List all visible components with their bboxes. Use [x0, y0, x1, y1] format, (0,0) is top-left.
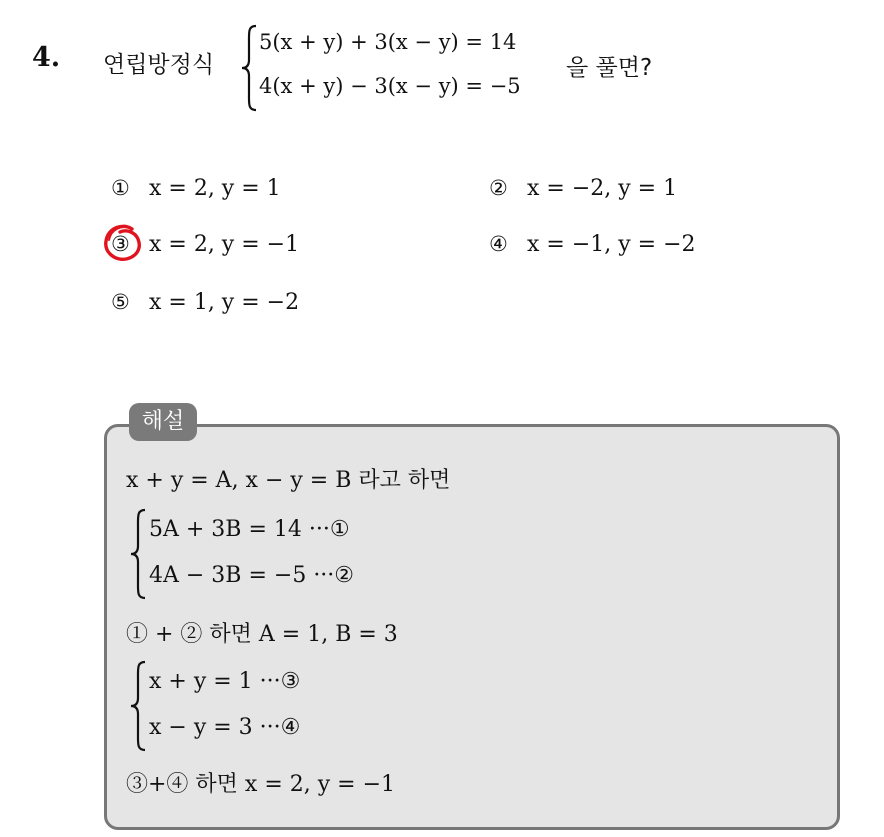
solution-line-2: ① + ② 하면 A = 1, B = 3: [126, 622, 398, 647]
solution-line-1: x + y = A, x − y = B 라고 하면: [126, 468, 451, 493]
question-suffix: 을 풀면?: [566, 55, 653, 81]
selected-answer-circle-icon: [102, 223, 144, 263]
choice-4-text: x = −1, y = −2: [527, 232, 696, 257]
question-label: 연립방정식: [103, 52, 215, 78]
solution-brace-2: [129, 660, 147, 752]
choice-4-mark: ④: [489, 232, 508, 256]
choice-4[interactable]: [489, 232, 696, 257]
choice-1[interactable]: [111, 176, 281, 201]
choice-1-text: x = 2, y = 1: [149, 176, 281, 201]
system-equation-1: 5(x + y) + 3(x − y) = 14: [259, 30, 517, 54]
solution-system-2-eq-2: x − y = 3 ···④: [149, 715, 301, 740]
choice-5[interactable]: [111, 290, 299, 315]
choice-5-mark: ⑤: [111, 290, 130, 314]
choice-3-text: x = 2, y = −1: [149, 232, 300, 257]
choice-5-text: x = 1, y = −2: [149, 290, 300, 315]
solution-system-2-eq-1: x + y = 1 ···③: [149, 669, 301, 694]
solution-system-1-eq-2: 4A − 3B = −5 ···②: [149, 563, 355, 588]
solution-system-1-eq-1: 5A + 3B = 14 ···①: [149, 517, 350, 542]
question-number: 4.: [32, 42, 61, 73]
choice-2-mark: ②: [489, 176, 508, 200]
system-equation-2: 4(x + y) − 3(x − y) = −5: [259, 74, 521, 98]
solution-brace-1: [129, 508, 147, 600]
solution-line-3: ③+④ 하면 x = 2, y = −1: [126, 772, 396, 797]
choice-2[interactable]: [489, 176, 677, 201]
solution-label: 해설: [129, 403, 197, 441]
choice-3-mark: ③: [111, 232, 130, 256]
choice-1-mark: ①: [111, 176, 130, 200]
choice-2-text: x = −2, y = 1: [527, 176, 678, 201]
system-brace: [240, 24, 258, 112]
